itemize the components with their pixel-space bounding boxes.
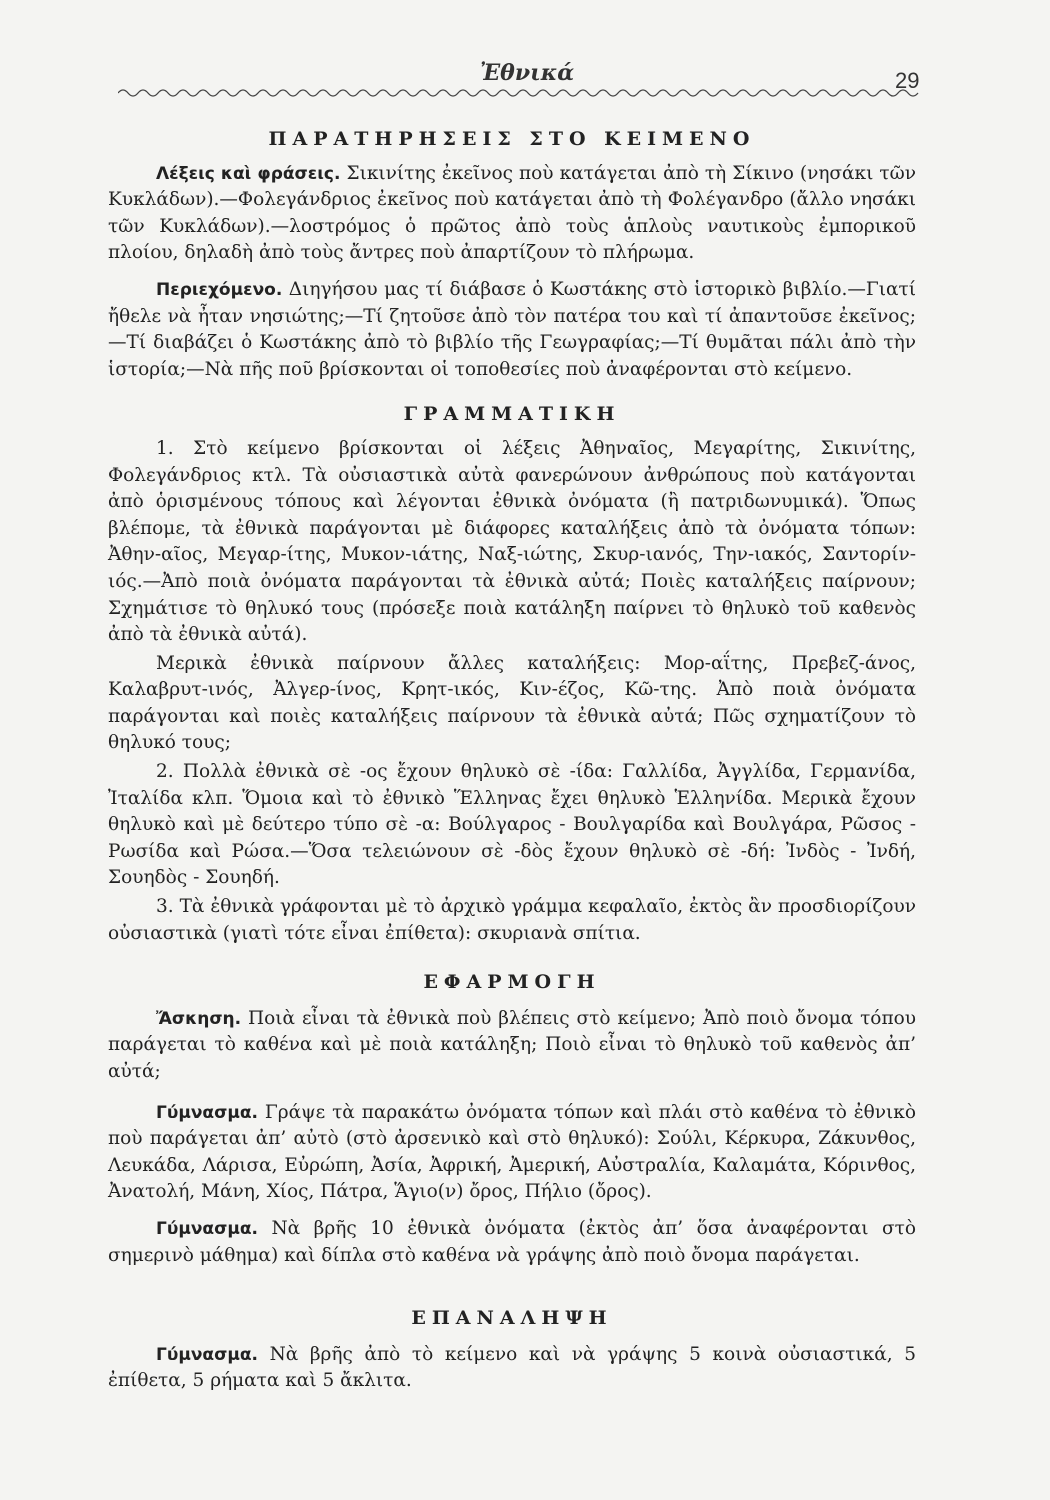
text-exercise-2: Γράψε τὰ παρακάτω ὀνόματα τόπων καὶ πλάι στὸ καθένα τὸ ἐθνικὸ ποὺ παράγεται ἀπ’ αὐτὸ (στὸ ἀρσενικὸ καὶ στὸ θηλυκό): Σούλι, Κέρκυρα, Ζάκυνθος, Λευκάδα, Λάρισα, Εὐρώπη, Ἀσία, Ἀφρική, Ἀμερική, Αὐστραλία, Καλαμάτα, Κόρινθος, Ἀνατολή, Μάνη, Χίος, Πάτρα, Ἅγιο(ν) ὄρος, Πήλιο (ὄρος). bbox=[108, 1101, 916, 1203]
running-title: Ἐθνικά bbox=[480, 60, 575, 86]
paragraph-words-phrases bbox=[108, 161, 916, 267]
text-review-exercise: Νὰ βρῆς ἀπὸ τὸ κείμενο καὶ νὰ γράψης 5 κοινὰ οὐσιαστικά, 5 ἐπίθετα, 5 ρήματα καὶ 5 ἄκλιτα. bbox=[108, 1343, 916, 1392]
heading-review: ΕΠΑΝΑΛΗΨΗ bbox=[411, 1307, 613, 1330]
lead-review-exercise: Γύμνασμα. bbox=[156, 1344, 258, 1365]
heading-observations: ΠΑΡΑΤΗΡΗΣΕΙΣ ΣΤΟ ΚΕΙΜΕΝΟ bbox=[268, 128, 756, 150]
application-exercise-1 bbox=[108, 1006, 916, 1086]
lead-exercise-1: Ἄσκηση. bbox=[156, 1008, 242, 1029]
lead-words-phrases: Λέξεις καὶ φράσεις. bbox=[156, 163, 341, 184]
heading-grammar: ΓΡΑΜΜΑΤΙΚΗ bbox=[403, 403, 621, 426]
lead-content: Περιεχόμενο. bbox=[156, 279, 283, 300]
page-content bbox=[108, 126, 916, 1397]
paragraph-content bbox=[108, 277, 916, 383]
application-exercise-2 bbox=[108, 1100, 916, 1206]
grammar-paragraph-2: 2. Πολλὰ ἐθνικὰ σὲ -ος ἔχουν θηλυκὸ σὲ -ίδα: Γαλλίδα, Ἀγγλίδα, Γερμανίδα, Ἰταλίδα κλπ. Ὅμοια καὶ τὸ ἐθνικὸ Ἕλληνας ἔχει θηλυκὸ Ἑλληνίδα. Μερικὰ ἔχουν θηλυκὸ καὶ μὲ δεύτερο τύπο σὲ -α: Βούλγαρος - Βουλγαρίδα καὶ Βουλγάρα, Ρῶσος - Ρωσίδα καὶ Ρώσα.—Ὅσα τελειώνουν σὲ -δὸς ἔχουν θηλυκὸ σὲ -δή: Ἰνδὸς - Ἰνδή, Σουηδὸς - Σουηδή. bbox=[108, 761, 916, 889]
lead-exercise-2: Γύμνασμα. bbox=[156, 1102, 258, 1123]
review-exercise bbox=[108, 1342, 916, 1395]
page-number: 29 bbox=[895, 68, 920, 93]
grammar-paragraph-1b: Μερικὰ ἐθνικὰ παίρνουν ἄλλες καταλήξεις: Μορ-αΐτης, Πρεβεζ-άνος, Καλαβρυτ-ινός, Ἀλγερ-ίνος, Κρητ-ικός, Κιν-έζος, Κῶ-της. Ἀπὸ ποιὰ ὀνόματα παράγονται καὶ ποιὲς καταλήξεις παίρνουν τὰ ἐθνικὰ αὐτά; Πῶς σχηματίζουν τὸ θηλυκό τους; bbox=[108, 652, 916, 754]
text-words-phrases: Σικινίτης ἐκεῖνος ποὺ κατάγεται ἀπὸ τὴ Σίκινο (νησάκι τῶν Κυκλάδων).—Φολεγάνδριος ἐκεῖνος ποὺ κατάγεται ἀπὸ τὴ Φολέγανδρο (ἄλλο νησάκι τῶν Κυκλάδων).—λοστρόμος ὁ πρῶτος ἀπὸ τοὺς ἁπλοὺς ναυτικοὺς ἐμπορικοῦ πλοίου, δηλαδὴ ἀπὸ τοὺς ἄντρες ποὺ ἀπαρτίζουν τὸ πλήρωμα. bbox=[108, 162, 916, 264]
text-exercise-1: Ποιὰ εἶναι τὰ ἐθνικὰ ποὺ βλέπεις στὸ κείμενο; Ἀπὸ ποιὸ ὄνομα τόπου παράγεται τὸ καθένα καὶ μὲ ποιὰ κατάληξη; Ποιὸ εἶναι τὸ θηλυκὸ τοῦ καθενὸς ἀπ’ αὐτά; bbox=[108, 1007, 916, 1082]
text-exercise-3: Νὰ βρῆς 10 ἐθνικὰ ὀνόματα (ἐκτὸς ἀπ’ ὅσα ἀναφέρονται στὸ σημερινὸ μάθημα) καὶ δίπλα στὸ καθένα νὰ γράψης ἀπὸ ποιὸ ὄνομα παράγεται. bbox=[108, 1217, 916, 1266]
heading-application: ΕΦΑΡΜΟΓΗ bbox=[423, 971, 601, 994]
running-head bbox=[0, 60, 1050, 100]
wavy-rule-ornament bbox=[118, 86, 948, 100]
lead-exercise-3: Γύμνασμα. bbox=[156, 1218, 258, 1239]
application-exercise-3 bbox=[108, 1216, 916, 1269]
grammar-paragraph-1: 1. Στὸ κείμενο βρίσκονται οἱ λέξεις Ἀθηναῖος, Μεγαρίτης, Σικινίτης, Φολεγάνδριος κτλ. Τὰ οὐσιαστικὰ αὐτὰ φανερώνουν ἀνθρώπους ποὺ κατάγονται ἀπὸ ὁρισμένους τόπους καὶ λέγονται ἐθνικὰ ὀνόματα (ἢ πατριδωνυμικά). Ὅπως βλέπομε, τὰ ἐθνικὰ παράγονται μὲ διάφορες καταλήξεις ἀπὸ τὰ ὀνόματα τόπων: Ἀθην-αῖος, Μεγαρ-ίτης, Μυκον-ιάτης, Ναξ-ιώτης, Σκυρ-ιανός, Την-ιακός, Σαντορίν-ιός.—Ἀπὸ ποιὰ ὀνόματα παράγονται τὰ ἐθνικὰ αὐτά; Ποιὲς καταλήξεις παίρνουν; Σχημάτισε τὸ θηλυκό τους (πρόσεξε ποιὰ κατάληξη παίρνει τὸ θηλυκὸ τοῦ καθενὸς ἀπὸ τὰ ἐθνικὰ αὐτά). bbox=[108, 437, 916, 646]
grammar-paragraph-3: 3. Τὰ ἐθνικὰ γράφονται μὲ τὸ ἀρχικὸ γράμμα κεφαλαῖο, ἐκτὸς ἂν προσδιορίζουν οὐσιαστικὰ (γιατὶ τότε εἶναι ἐπίθετα): σκυριανὰ σπίτια. bbox=[108, 896, 916, 944]
text-content: Διηγήσου μας τί διάβασε ὁ Κωστάκης στὸ ἱστορικὸ βιβλίο.—Γιατί ἤθελε νὰ ἦταν νησιώτης;—Τί ζητοῦσε ἀπὸ τὸν πατέρα του καὶ τί ἀπαντοῦσε ἐκεῖνος;—Τί διαβάζει ὁ Κωστάκης ἀπὸ τὸ βιβλίο τῆς Γεωγραφίας;—Τί θυμᾶται πάλι ἀπὸ τὴν ἱστορία;—Νὰ πῆς ποῦ βρίσκονται οἱ τοποθεσίες ποὺ ἀναφέρονται στὸ κείμενο. bbox=[108, 278, 916, 380]
